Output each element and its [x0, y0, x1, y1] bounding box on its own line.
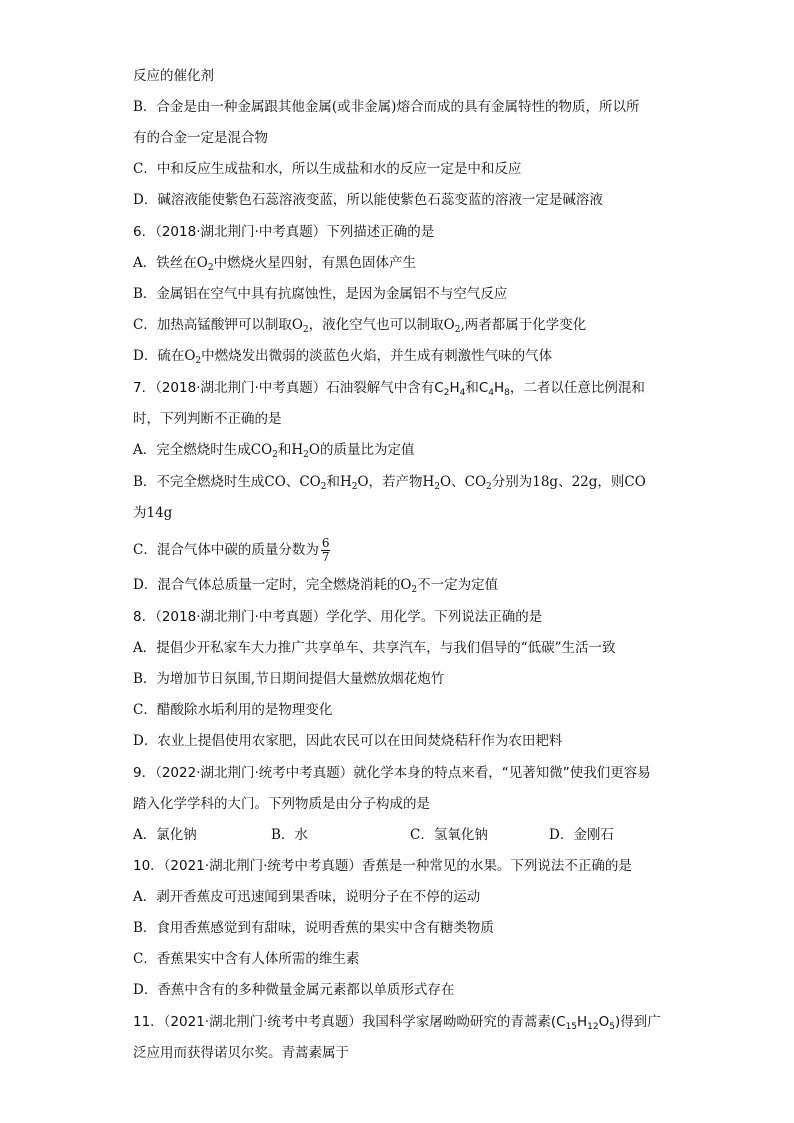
option-d: D．农业上提倡使用农家肥，因此农民可以在田间焚烧秸秆作为农田耙料 — [133, 733, 563, 749]
text: A．铁丝在O — [133, 255, 208, 271]
fraction-numerator: 6 — [321, 536, 330, 550]
text: 和H — [326, 474, 352, 490]
text: D．混合气体总质量一定时，完全燃烧消耗的O — [133, 577, 412, 593]
subscript: 2 — [486, 482, 492, 492]
text: O — [598, 1014, 610, 1030]
text: 11．（2021·湖北荆门·统考中考真题）我国科学家屠呦呦研究的青蒿素(C — [133, 1014, 566, 1030]
subscript: 5 — [609, 1022, 615, 1032]
text: O、CO — [440, 474, 487, 490]
subscript: 2 — [443, 388, 450, 398]
subscript: 2 — [351, 482, 358, 492]
text: B．不完全燃烧时生成CO、CO — [133, 474, 321, 490]
question-9: 9．（2022·湖北荆门·统考中考真题）就化学本身的特点来看，“见著知微”使我们更容易 — [133, 765, 651, 781]
text: H — [577, 1014, 588, 1030]
subscript: 4 — [459, 388, 466, 398]
text-line: 为14g — [133, 505, 173, 521]
text: 和C — [465, 380, 489, 396]
text-line: 踏入化学学科的大门。下列物质是由分子构成的是 — [133, 796, 430, 812]
subscript: 8 — [504, 388, 510, 398]
subscript: 15 — [565, 1022, 578, 1032]
text: O，若产物H — [357, 474, 435, 490]
option-c — [133, 537, 330, 564]
text: H — [449, 380, 460, 396]
text: 和H — [277, 442, 304, 458]
option-a: A．提倡少开私家车大力推广共享单车、共享汽车，与我们倡导的“低碳”生活一致 — [133, 640, 616, 656]
text: D．硫在O — [133, 348, 196, 364]
fraction-denominator: 7 — [321, 550, 330, 564]
text-line: 时，下列判断不正确的是 — [133, 411, 282, 427]
subscript: 2 — [195, 356, 202, 366]
text: ,两者都属于化学变化 — [460, 317, 587, 333]
question-6: 6．（2018·湖北荆门·中考真题）下列描述正确的是 — [133, 224, 435, 240]
option-b: B．合金是由一种金属跟其他金属(或非金属)熔合而成的具有金属特性的物质，所以所 — [133, 99, 640, 115]
text: A．完全燃烧时生成CO — [133, 442, 273, 458]
text: O的质量比为定值 — [308, 442, 415, 458]
option-c: C．醋酸除水垢利用的是物理变化 — [133, 702, 333, 718]
option-c: C．香蕉果实中含有人体所需的维生素 — [133, 951, 360, 967]
fraction — [321, 537, 331, 564]
option-d: D．金刚石 — [549, 827, 614, 843]
question-10: 10．（2021·湖北荆门·统考中考真题）香蕉是一种常见的水果。下列说法不正确的是 — [133, 858, 632, 874]
option-a — [133, 253, 416, 275]
option-b: B．食用香蕉感觉到有甜味，说明香蕉的果实中含有糖类物质 — [133, 920, 494, 936]
subscript: 2 — [207, 263, 214, 273]
question-8: 8．（2018·湖北荆门·中考真题）学化学、用化学。下列说法正确的是 — [133, 609, 543, 625]
subscript: 2 — [272, 450, 278, 460]
text: C．混合气体中碳的质量分数为 — [133, 542, 319, 558]
text: 不一定为定值 — [417, 577, 499, 593]
text: ，二者以任意比例混和 — [509, 380, 645, 396]
option-d: D．香蕉中含有的多种微量金属元素都以单质形式存在 — [133, 982, 455, 998]
text: H — [494, 380, 505, 396]
question-11 — [133, 1012, 661, 1034]
question-7 — [133, 378, 645, 400]
subscript: 2 — [302, 325, 309, 335]
subscript: 2 — [434, 482, 441, 492]
option-b: B．水 — [271, 827, 308, 843]
option-d — [133, 346, 552, 368]
text-line: 反应的催化剂 — [133, 68, 214, 84]
text: )得到广 — [615, 1014, 661, 1030]
option-b: B．金属铝在空气中具有抗腐蚀性，是因为金属铝不与空气反应 — [133, 286, 508, 302]
option-b — [133, 472, 646, 494]
option-c: C．中和反应生成盐和水，所以生成盐和水的反应一定是中和反应 — [133, 161, 522, 177]
option-c — [133, 315, 586, 337]
subscript: 2 — [411, 585, 418, 595]
option-c: C．氢氧化钠 — [410, 827, 488, 843]
subscript: 4 — [488, 388, 495, 398]
option-a: A．剥开香蕉皮可迅速闻到果香味，说明分子在不停的运动 — [133, 889, 481, 905]
text: 中燃烧发出微弱的淡蓝色火焰，并生成有刺激性气味的气体 — [201, 348, 553, 364]
subscript: 2 — [454, 325, 461, 335]
text: ，液化空气也可以制取O — [308, 317, 455, 333]
option-b: B．为增加节日氛围,节日期间提倡大量燃放烟花炮竹 — [133, 671, 445, 687]
option-a — [133, 440, 414, 462]
option-a: A．氯化钠 — [133, 827, 197, 843]
subscript: 12 — [587, 1022, 599, 1032]
option-d: D．碱溶液能使紫色石蕊溶液变蓝，所以能使紫色石蕊变蓝的溶液一定是碱溶液 — [133, 192, 603, 208]
text: C．加热高锰酸钾可以制取O — [133, 317, 303, 333]
subscript: 2 — [320, 482, 327, 492]
text-line: 泛应用而获得诺贝尔奖。青蒿素属于 — [133, 1045, 349, 1061]
text: 中燃烧火星四射，有黑色固体产生 — [213, 255, 417, 271]
subscript: 2 — [303, 450, 309, 460]
option-d — [133, 575, 498, 597]
text: 7．（2018·湖北荆门·中考真题）石油裂解气中含有C — [133, 380, 444, 396]
text: 分别为18g、22g，则CO — [491, 474, 646, 490]
text-line: 有的合金一定是混合物 — [133, 130, 268, 146]
